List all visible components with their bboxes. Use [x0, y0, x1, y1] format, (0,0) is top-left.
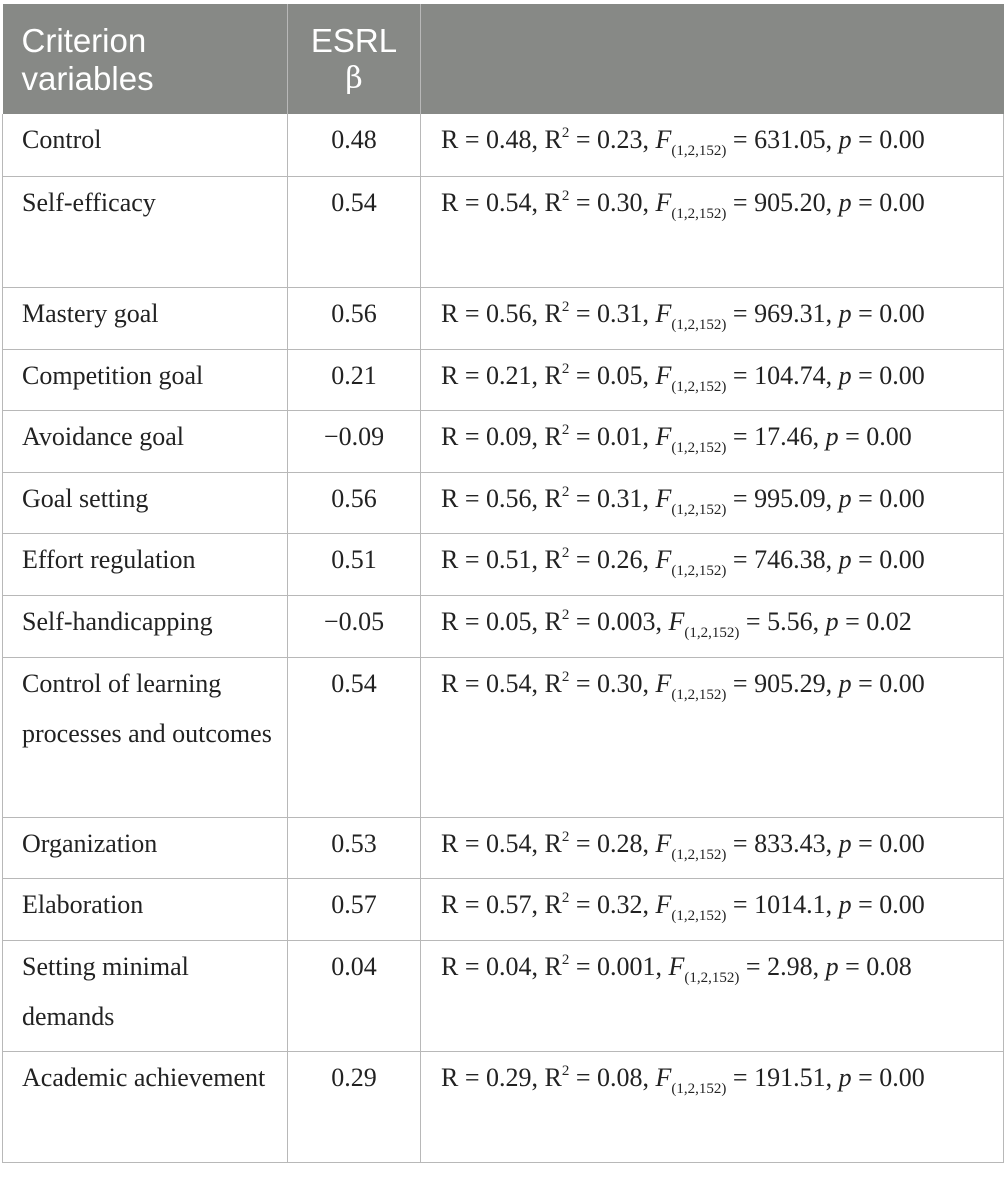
f-value: 969.31	[754, 298, 826, 328]
esrl-beta-value: 0.57	[288, 878, 421, 940]
r-value: 0.57	[486, 889, 532, 919]
f-separator: ,	[642, 483, 656, 513]
r-label: R =	[441, 483, 487, 513]
p-separator: ,	[825, 298, 839, 328]
r2-equals: =	[569, 828, 598, 858]
r2-equals: =	[569, 889, 598, 919]
p-symbol: p	[838, 360, 852, 390]
f-equals: =	[739, 951, 768, 981]
criterion-name: Control of learning processes and outcomes	[22, 668, 272, 748]
p-value: 0.00	[879, 544, 925, 574]
r2-equals: =	[569, 298, 598, 328]
model-statistics	[421, 817, 1004, 878]
r2-label: , R	[531, 125, 562, 154]
f-symbol: F	[655, 421, 672, 451]
esrl-beta-value: 0.53	[288, 817, 421, 878]
model-statistics	[421, 349, 1004, 410]
f-equals: =	[726, 889, 755, 919]
header-esrl-label: ESRL	[310, 22, 398, 59]
f-value: 5.56	[767, 606, 813, 636]
f-symbol: F	[655, 483, 672, 513]
criterion-cell	[3, 533, 288, 595]
p-symbol: p	[825, 951, 839, 981]
r-label: R =	[441, 668, 487, 698]
f-degrees-of-freedom: (1,2,152)	[671, 907, 727, 924]
p-value: 0.08	[866, 951, 912, 981]
r2-label: , R	[531, 828, 562, 858]
header-beta-symbol: β	[345, 61, 363, 96]
table-row-3	[3, 287, 1004, 349]
table-row-1	[3, 114, 1004, 176]
r-label: R =	[441, 889, 487, 919]
f-equals: =	[739, 606, 768, 636]
esrl-beta-value: 0.04	[288, 940, 421, 1051]
criterion-name: Self-handicapping	[22, 606, 213, 636]
p-symbol: p	[825, 421, 839, 451]
criterion-name: Elaboration	[22, 889, 144, 919]
r2-label: , R	[531, 421, 562, 451]
r2-value: 0.001	[597, 951, 656, 981]
r2-label: , R	[531, 187, 562, 217]
p-equals: =	[851, 298, 880, 328]
f-value: 905.20	[754, 187, 826, 217]
f-degrees-of-freedom: (1,2,152)	[671, 501, 727, 518]
table-row-10	[3, 817, 1004, 878]
r-value: 0.56	[486, 298, 532, 328]
p-equals: =	[851, 668, 880, 698]
model-statistics	[421, 176, 1004, 287]
r2-label: , R	[531, 360, 562, 390]
criterion-name: Competition goal	[22, 360, 204, 390]
r2-equals: =	[569, 606, 598, 636]
criterion-cell	[3, 1051, 288, 1162]
f-value: 1014.1	[754, 889, 826, 919]
r2-label: , R	[531, 298, 562, 328]
r-value: 0.29	[486, 1062, 532, 1092]
r2-equals: =	[569, 421, 598, 451]
p-equals: =	[838, 951, 867, 981]
header-esrl-beta	[288, 4, 421, 114]
p-value: 0.00	[879, 483, 925, 513]
criterion-name: Mastery goal	[22, 298, 159, 328]
p-equals: =	[851, 360, 880, 390]
criterion-name: Control	[22, 125, 102, 154]
esrl-beta-value: 0.51	[288, 533, 421, 595]
r2-superscript: 2	[561, 483, 570, 500]
f-value: 631.05	[754, 125, 826, 154]
r2-equals: =	[569, 668, 598, 698]
p-equals: =	[851, 1062, 880, 1092]
r2-superscript: 2	[561, 421, 570, 438]
r-value: 0.04	[486, 951, 532, 981]
r2-equals: =	[569, 544, 598, 574]
esrl-beta-value: 0.29	[288, 1051, 421, 1162]
p-value: 0.00	[879, 1062, 925, 1092]
f-degrees-of-freedom: (1,2,152)	[684, 624, 740, 641]
r-value: 0.48	[486, 125, 532, 154]
r2-equals: =	[569, 125, 598, 154]
criterion-cell	[3, 472, 288, 533]
f-separator: ,	[655, 951, 669, 981]
f-symbol: F	[655, 828, 672, 858]
p-symbol: p	[838, 483, 852, 513]
r-label: R =	[441, 360, 487, 390]
r2-label: , R	[531, 606, 562, 636]
criterion-cell	[3, 287, 288, 349]
table-header	[3, 4, 1004, 114]
r2-label: , R	[531, 889, 562, 919]
f-symbol: F	[655, 187, 672, 217]
f-value: 833.43	[754, 828, 826, 858]
criterion-cell	[3, 817, 288, 878]
p-separator: ,	[825, 828, 839, 858]
criterion-name: Academic achievement	[22, 1062, 266, 1092]
f-value: 17.46	[754, 421, 813, 451]
f-symbol: F	[655, 889, 672, 919]
f-degrees-of-freedom: (1,2,152)	[671, 686, 727, 703]
f-separator: ,	[642, 1062, 656, 1092]
p-symbol: p	[825, 606, 839, 636]
criterion-cell	[3, 410, 288, 472]
model-statistics	[421, 878, 1004, 940]
r-label: R =	[441, 187, 487, 217]
p-symbol: p	[838, 298, 852, 328]
p-equals: =	[851, 544, 880, 574]
p-equals: =	[838, 606, 867, 636]
criterion-name: Organization	[22, 828, 158, 858]
r-label: R =	[441, 421, 487, 451]
r2-value: 0.08	[597, 1062, 643, 1092]
p-equals: =	[851, 889, 880, 919]
f-separator: ,	[642, 828, 656, 858]
criterion-name: Avoidance goal	[22, 421, 184, 451]
f-separator: ,	[642, 421, 656, 451]
table-row-11	[3, 878, 1004, 940]
f-value: 104.74	[754, 360, 826, 390]
esrl-beta-value: 0.48	[288, 114, 421, 176]
esrl-beta-value: 0.21	[288, 349, 421, 410]
table-row-4	[3, 349, 1004, 410]
f-equals: =	[726, 298, 755, 328]
p-value: 0.00	[879, 828, 925, 858]
p-separator: ,	[825, 889, 839, 919]
r2-equals: =	[569, 951, 598, 981]
f-degrees-of-freedom: (1,2,152)	[671, 846, 727, 863]
r2-value: 0.31	[597, 298, 643, 328]
criterion-name: Effort regulation	[22, 544, 196, 574]
criterion-cell	[3, 114, 288, 176]
criterion-cell	[3, 176, 288, 287]
p-equals: =	[851, 828, 880, 858]
p-equals: =	[851, 187, 880, 217]
f-symbol: F	[668, 606, 685, 636]
f-equals: =	[726, 187, 755, 217]
f-value: 191.51	[754, 1062, 826, 1092]
r-value: 0.51	[486, 544, 532, 574]
table-body	[3, 114, 1004, 1162]
r-label: R =	[441, 125, 487, 154]
f-degrees-of-freedom: (1,2,152)	[671, 562, 727, 579]
r2-equals: =	[569, 1062, 598, 1092]
f-symbol: F	[655, 1062, 672, 1092]
p-value: 0.00	[879, 889, 925, 919]
p-symbol: p	[838, 828, 852, 858]
r2-equals: =	[569, 483, 598, 513]
table-row-7	[3, 533, 1004, 595]
r-value: 0.54	[486, 668, 532, 698]
criterion-cell	[3, 349, 288, 410]
f-degrees-of-freedom: (1,2,152)	[671, 439, 727, 456]
r-value: 0.21	[486, 360, 532, 390]
model-statistics	[421, 657, 1004, 817]
esrl-beta-value: −0.09	[288, 410, 421, 472]
p-value: 0.02	[866, 606, 912, 636]
f-symbol: F	[655, 298, 672, 328]
model-statistics	[421, 533, 1004, 595]
table-row-12	[3, 940, 1004, 1051]
f-symbol: F	[655, 668, 672, 698]
p-separator: ,	[825, 1062, 839, 1092]
r2-label: , R	[531, 951, 562, 981]
f-degrees-of-freedom: (1,2,152)	[684, 969, 740, 986]
r-value: 0.56	[486, 483, 532, 513]
f-equals: =	[726, 360, 755, 390]
model-statistics	[421, 1051, 1004, 1162]
p-value: 0.00	[866, 421, 912, 451]
header-statistics	[421, 4, 1004, 114]
p-symbol: p	[838, 889, 852, 919]
table-row-6	[3, 472, 1004, 533]
f-separator: ,	[642, 544, 656, 574]
p-value: 0.00	[879, 187, 925, 217]
r2-superscript: 2	[561, 951, 570, 968]
r2-superscript: 2	[561, 544, 570, 561]
r2-value: 0.05	[597, 360, 643, 390]
r2-equals: =	[569, 360, 598, 390]
r2-label: , R	[531, 544, 562, 574]
p-separator: ,	[825, 360, 839, 390]
r2-value: 0.31	[597, 483, 643, 513]
r2-superscript: 2	[561, 125, 570, 141]
r-label: R =	[441, 828, 487, 858]
criterion-cell	[3, 878, 288, 940]
f-separator: ,	[642, 298, 656, 328]
f-symbol: F	[655, 360, 672, 390]
model-statistics	[421, 114, 1004, 176]
esrl-beta-value: 0.54	[288, 657, 421, 817]
f-degrees-of-freedom: (1,2,152)	[671, 1080, 727, 1097]
r2-value: 0.23	[597, 125, 643, 154]
p-separator: ,	[825, 668, 839, 698]
f-equals: =	[726, 125, 755, 154]
f-separator: ,	[642, 668, 656, 698]
r2-superscript: 2	[561, 668, 570, 685]
p-separator: ,	[825, 187, 839, 217]
esrl-beta-value: 0.56	[288, 472, 421, 533]
table-row-8	[3, 595, 1004, 657]
r-label: R =	[441, 606, 487, 636]
p-separator: ,	[812, 606, 826, 636]
model-statistics	[421, 287, 1004, 349]
f-degrees-of-freedom: (1,2,152)	[671, 316, 727, 333]
f-separator: ,	[642, 187, 656, 217]
r2-superscript: 2	[561, 360, 570, 377]
f-symbol: F	[655, 544, 672, 574]
r2-value: 0.01	[597, 421, 643, 451]
model-statistics	[421, 410, 1004, 472]
criterion-name: Setting minimal demands	[22, 951, 189, 1031]
esrl-beta-value: 0.54	[288, 176, 421, 287]
esrl-beta-value: −0.05	[288, 595, 421, 657]
f-equals: =	[726, 828, 755, 858]
p-separator: ,	[825, 483, 839, 513]
r-value: 0.54	[486, 187, 532, 217]
r2-superscript: 2	[561, 606, 570, 623]
f-equals: =	[726, 544, 755, 574]
r-value: 0.09	[486, 421, 532, 451]
f-separator: ,	[655, 606, 669, 636]
esrl-beta-value: 0.56	[288, 287, 421, 349]
p-value: 0.00	[879, 298, 925, 328]
p-value: 0.00	[879, 668, 925, 698]
r2-value: 0.26	[597, 544, 643, 574]
model-statistics	[421, 940, 1004, 1051]
p-value: 0.00	[879, 125, 925, 154]
f-degrees-of-freedom: (1,2,152)	[671, 205, 727, 222]
r2-label: , R	[531, 668, 562, 698]
r-label: R =	[441, 1062, 487, 1092]
r2-value: 0.30	[597, 187, 643, 217]
f-degrees-of-freedom: (1,2,152)	[671, 378, 727, 395]
p-symbol: p	[838, 125, 852, 154]
f-equals: =	[726, 483, 755, 513]
p-separator: ,	[812, 951, 826, 981]
f-equals: =	[726, 421, 755, 451]
f-equals: =	[726, 668, 755, 698]
p-equals: =	[851, 125, 880, 154]
criterion-cell	[3, 595, 288, 657]
r-value: 0.05	[486, 606, 532, 636]
f-separator: ,	[642, 360, 656, 390]
r2-value: 0.28	[597, 828, 643, 858]
r2-value: 0.30	[597, 668, 643, 698]
r2-superscript: 2	[561, 187, 570, 204]
criterion-name: Self-efficacy	[22, 187, 156, 217]
r2-superscript: 2	[561, 1062, 570, 1079]
criterion-name: Goal setting	[22, 483, 149, 513]
r-value: 0.54	[486, 828, 532, 858]
model-statistics	[421, 472, 1004, 533]
header-row	[3, 4, 1004, 114]
f-separator: ,	[642, 889, 656, 919]
criterion-cell	[3, 657, 288, 817]
f-value: 905.29	[754, 668, 826, 698]
r-label: R =	[441, 951, 487, 981]
p-symbol: p	[838, 187, 852, 217]
f-value: 746.38	[754, 544, 826, 574]
r2-label: , R	[531, 483, 562, 513]
r2-superscript: 2	[561, 298, 570, 315]
p-equals: =	[838, 421, 867, 451]
f-symbol: F	[655, 125, 672, 154]
p-symbol: p	[838, 668, 852, 698]
p-symbol: p	[838, 544, 852, 574]
r2-value: 0.003	[597, 606, 656, 636]
f-separator: ,	[642, 125, 656, 154]
r2-superscript: 2	[561, 828, 570, 845]
r2-label: , R	[531, 1062, 562, 1092]
criterion-cell	[3, 940, 288, 1051]
table-row-13	[3, 1051, 1004, 1162]
p-separator: ,	[825, 125, 839, 154]
table-row-9	[3, 657, 1004, 817]
model-statistics	[421, 595, 1004, 657]
p-separator: ,	[812, 421, 826, 451]
r-label: R =	[441, 544, 487, 574]
p-equals: =	[851, 483, 880, 513]
f-value: 995.09	[754, 483, 826, 513]
r2-equals: =	[569, 187, 598, 217]
f-degrees-of-freedom: (1,2,152)	[671, 143, 727, 159]
r2-value: 0.32	[597, 889, 643, 919]
f-value: 2.98	[767, 951, 813, 981]
p-separator: ,	[825, 544, 839, 574]
r2-superscript: 2	[561, 889, 570, 906]
p-value: 0.00	[879, 360, 925, 390]
table-row-2	[3, 176, 1004, 287]
f-equals: =	[726, 1062, 755, 1092]
r-label: R =	[441, 298, 487, 328]
f-symbol: F	[668, 951, 685, 981]
table-row-5	[3, 410, 1004, 472]
p-symbol: p	[838, 1062, 852, 1092]
header-criterion-variables: Criterion variables	[3, 4, 288, 114]
regression-results-table	[2, 4, 1004, 1163]
